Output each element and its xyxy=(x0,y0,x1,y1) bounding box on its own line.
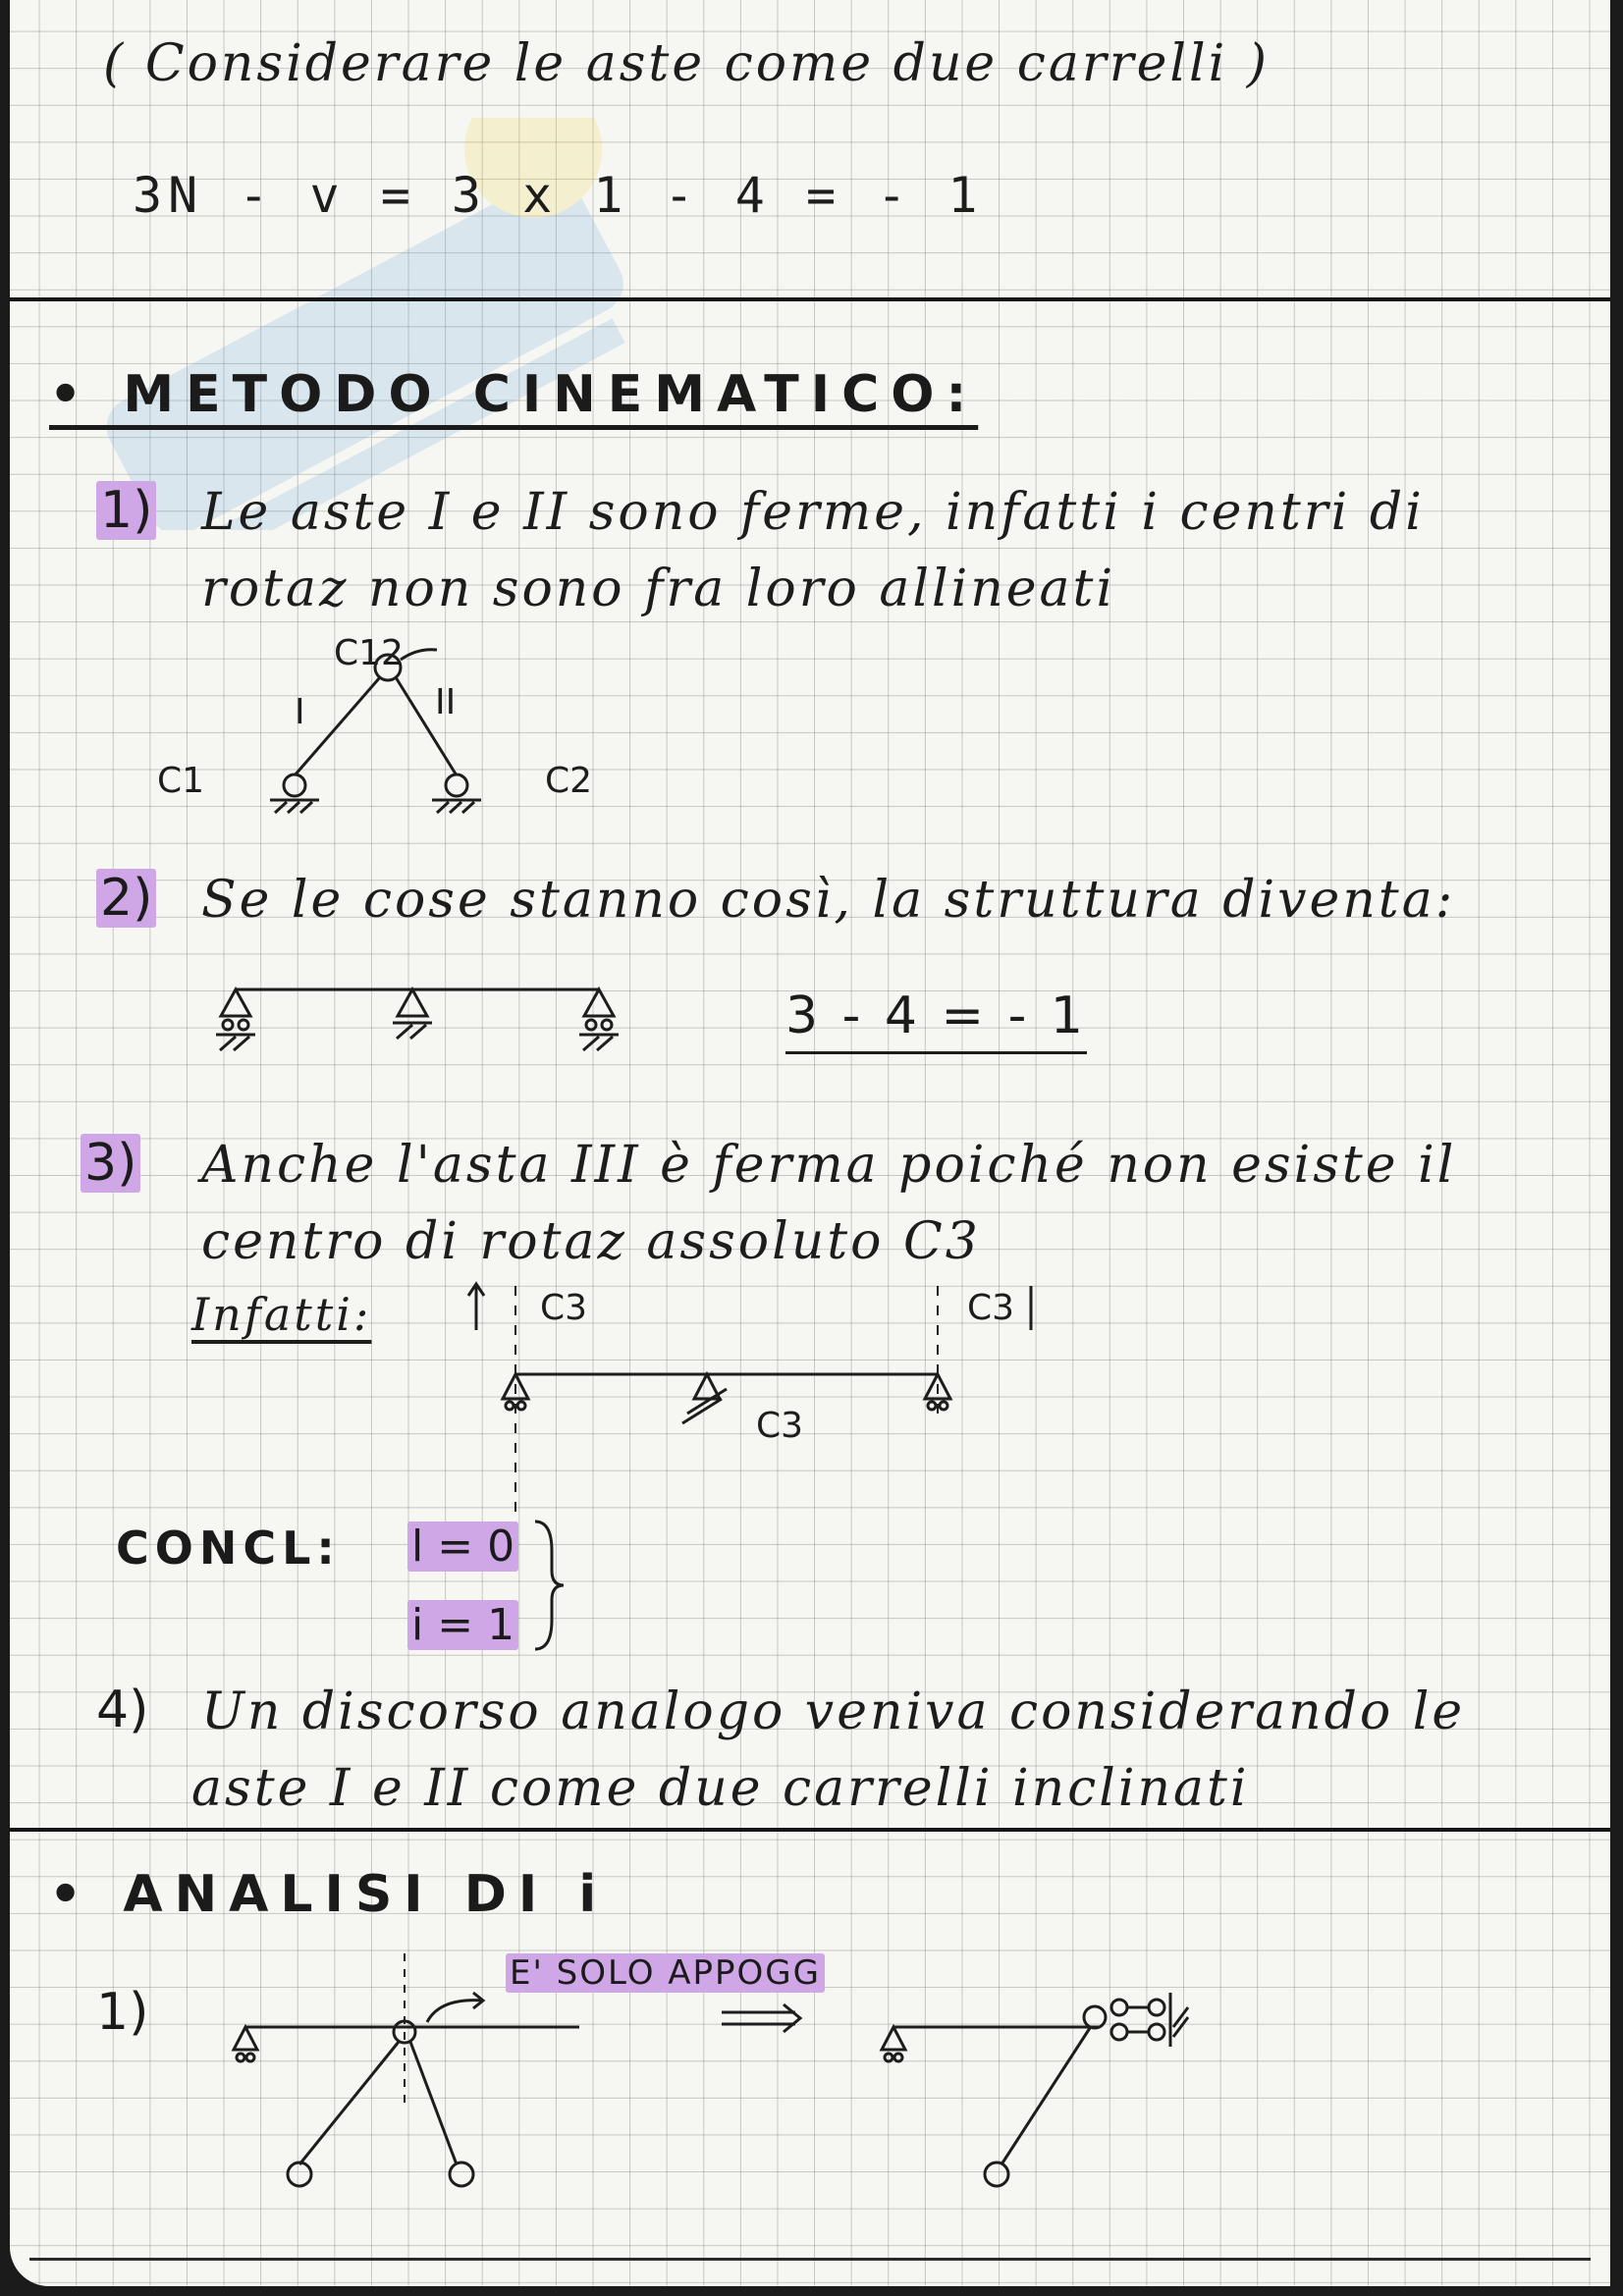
step1-line1: Le aste I e II sono ferme, infatti i centri di xyxy=(201,483,1425,542)
label-c3-left: C3 xyxy=(540,1288,588,1328)
label-c1: C1 xyxy=(157,761,205,801)
step3-line1: Anche l'asta III è ferma poiché non esiste il xyxy=(201,1136,1457,1195)
step4-line1: Un discorso analogo veniva considerando le xyxy=(201,1682,1466,1741)
infatti-label: Infatti: xyxy=(191,1288,372,1341)
step2-line1: Se le cose stanno così, la struttura diventa: xyxy=(201,871,1456,930)
analisi-diagram xyxy=(216,1953,1217,2209)
label-c2: C2 xyxy=(545,761,593,801)
step-number: 3) xyxy=(81,1134,140,1193)
step3-line2: centro di rotaz assoluto C3 xyxy=(201,1212,981,1271)
concl-l-value: l = 0 xyxy=(407,1522,518,1572)
step1-line2: rotaz non sono fra loro allineati xyxy=(201,560,1116,618)
step-number: 2) xyxy=(96,869,156,928)
label-c3-right: C3 xyxy=(967,1288,1015,1328)
label-c12: C12 xyxy=(334,633,404,673)
step-number: 1) xyxy=(96,1983,149,2042)
brace xyxy=(530,1517,569,1654)
step-number: 1) xyxy=(96,481,156,540)
concl-label: CONCL: xyxy=(116,1522,341,1575)
section-title-metodo: • METODO CINEMATICO: xyxy=(49,365,979,424)
beam-diagram-1 xyxy=(206,972,638,1080)
label-rod-ii: II xyxy=(435,682,457,722)
section-title-analisi: • ANALISI DI i xyxy=(49,1865,609,1924)
step-number: 4) xyxy=(96,1681,149,1739)
section-divider xyxy=(10,1828,1610,1832)
page-bottom-edge xyxy=(29,2258,1591,2261)
intro-formula: 3N - v = 3 x 1 - 4 = - 1 xyxy=(133,167,984,224)
intro-note: ( Considerare le aste come due carrelli ) xyxy=(103,34,1271,93)
label-c3-mid: C3 xyxy=(756,1406,804,1446)
step4-line2: aste I e II come due carrelli inclinati xyxy=(191,1759,1250,1818)
concl-i-value: i = 1 xyxy=(407,1600,518,1650)
label-rod-i: I xyxy=(295,692,305,732)
notebook-page xyxy=(10,0,1610,2286)
appogg-note: E' SOLO APPOGG xyxy=(506,1953,825,1993)
step2-formula: 3 - 4 = - 1 xyxy=(785,987,1087,1054)
section-divider xyxy=(10,297,1610,301)
